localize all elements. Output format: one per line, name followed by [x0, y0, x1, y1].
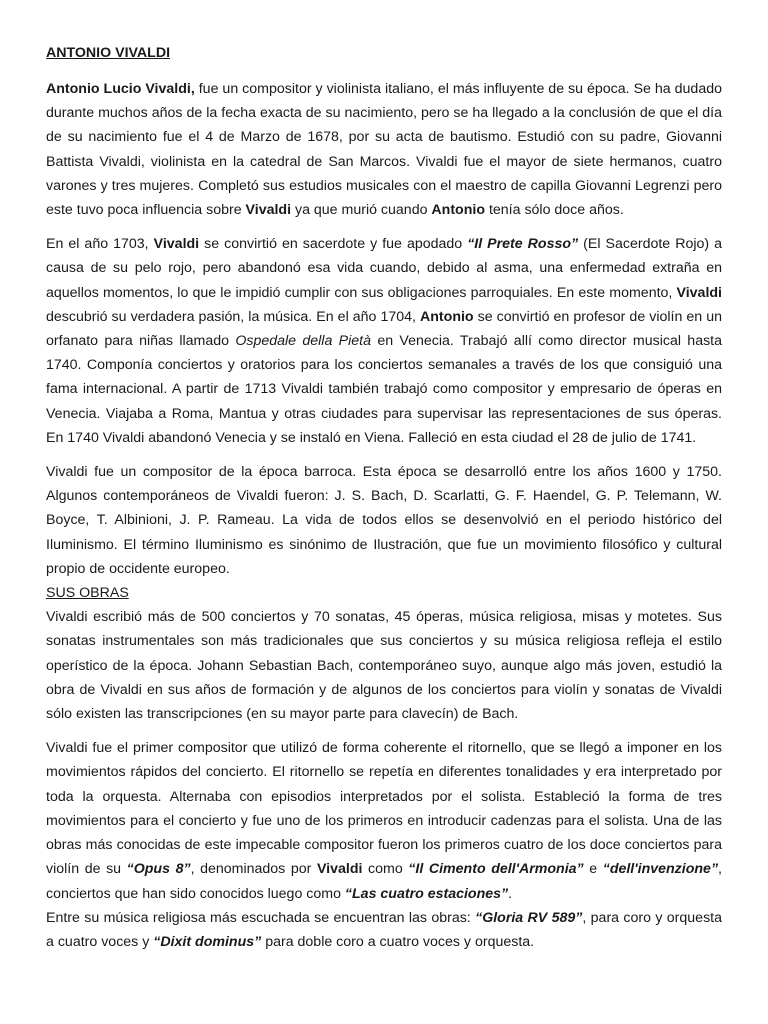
text-span: , conciertos que han sido conocidos luego como — [46, 861, 722, 902]
document-title: ANTONIO VIVALDI — [46, 45, 171, 61]
text-span: Vivaldi fue el primer compositor que utilizó de forma coherente el ritornello, que se llegó a imponer en los movimientos rápidos del concierto. El ritornello se repetía en diferentes tonalidades y era interpretado por toda la orquesta. Alternaba con episodios interpretados por el solista. Estableció la forma de tres movimientos para el concierto y fue uno de los primeros en introducir cadenzas para el solista. Una de las obras más conocidas de este impecable compositor fueron los primeros cuatro de los doce conciertos para violín de su — [46, 740, 722, 878]
work-title-gloria: “Gloria RV 589” — [475, 909, 583, 926]
bold-vivaldi: Vivaldi — [676, 284, 722, 301]
text-span: descubrió su verdadera pasión, la música. En el año 1704, — [46, 308, 421, 325]
document-page — [46, 41, 722, 954]
text-span: para doble coro a cuatro voces y orquesta. — [261, 933, 535, 950]
text-span: Entre su música religiosa más escuchada se encuentran las obras: — [46, 909, 476, 926]
text-span: , para coro y orquesta a cuatro voces y — [46, 909, 723, 950]
text-span: En el año 1703, — [46, 236, 154, 253]
paragraph-religious — [46, 906, 722, 954]
text-span: fue un compositor y violinista italiano, el más influyente de su época. Se ha dudado durante muchos años de la fecha exacta de su nacimiento, pero se ha llegado a la conclusión de que el día de su nacimiento fue el 4 de Marzo de 1678, por su acta de bautismo. Estudió con su padre, Giovanni Battista Vivaldi, violinista en la catedral de San Marcos. Vivaldi fue el mayor de siete hermanos, cuatro varones y tres mujeres. Completó sus estudios musicales con el maestro de capilla Giovanni Legrenzi pero este tuvo poca influencia sobre — [46, 81, 722, 219]
text-span: , denominados por — [190, 861, 317, 878]
bold-vivaldi: Vivaldi — [153, 236, 200, 253]
nickname-quote: “Il Prete Rosso” — [467, 236, 579, 253]
italic-ospedale: Ospedale della Pietà — [235, 333, 372, 350]
work-title-opus8: “Opus 8” — [126, 861, 191, 878]
work-title-cimento: “Il Cimento dell'Armonia” — [408, 861, 584, 878]
text-span: en Venecia. Trabajó allí como director musical hasta 1740. Componía conciertos y oratorios para los conciertos semanales a través de los que consiguió una fama internacional. A partir de 1713 Vivaldi también trabajó como compositor y empresario de óperas en Venecia. Viajaba a Roma, Mantua y otras ciudades para supervisar las representaciones de sus óperas. En 1740 Vivaldi abandonó Venecia y se instaló en Viena. Falleció en esta ciudad el 28 de julio de 1741. — [46, 333, 723, 446]
paragraph-baroque: Vivaldi fue un compositor de la época barroca. Esta época se desarrolló entre los años 1600 y 1750. Algunos contemporáneos de Vivaldi fueron: J. S. Bach, D. Scarlatti, G. F. Haendel, G. P. Telemann, W. Boyce, T. Albinioni, J. P. Rameau. La vida de todos ellos se desenvolvió en el periodo histórico del Iluminismo. El término Iluminismo es sinónimo de Ilustración, que fue un movimiento filosófico y cultural propio de occidente europeo. — [46, 464, 722, 577]
text-span: se convirtió en profesor de violín en un orfanato para niñas llamado — [46, 308, 723, 350]
bold-vivaldi: Vivaldi — [245, 202, 292, 219]
bold-vivaldi: Vivaldi — [316, 861, 363, 878]
work-title-seasons: “Las cuatro estaciones” — [344, 885, 509, 902]
paragraph-works: Vivaldi escribió más de 500 conciertos y 70 sonatas, 45 óperas, música religiosa, misas y motetes. Sus sonatas instrumentales son más tradicionales que sus conciertos y su música religiosa refleja el estilo operístico de la época. Johann Sebastian Bach, contemporáneo suyo, aunque algo más joven, estudió la obra de Vivaldi en sus años de formación y de algunos de los conciertos para violín y sonatas de Vivaldi sólo existen las transcripciones (en su mayor parte para clavecín) de Bach. — [46, 609, 722, 723]
section-subtitle: SUS OBRAS — [46, 585, 129, 602]
paragraph-priest — [46, 232, 722, 450]
text-span: (El Sacerdote Rojo) a causa de su pelo rojo, pero abandonó esa vida cuando, debido al asma, una enfermedad extraña en aquellos momentos, lo que le impidió cumplir con sus obligaciones parroquiales. En este momento, — [46, 236, 723, 301]
paragraph-biography — [46, 77, 722, 222]
text-span: . — [508, 885, 513, 902]
work-title-invenzione: “dell'invenzione” — [602, 861, 719, 878]
text-span: ya que murió cuando — [291, 202, 432, 219]
work-title-dixit: “Dixit dominus” — [153, 933, 262, 950]
text-span: e — [583, 861, 603, 878]
bold-name: Antonio Lucio Vivaldi, — [46, 81, 195, 97]
text-span: como — [362, 861, 409, 878]
paragraph-ritornello — [46, 736, 722, 905]
text-span: tenía sólo doce años. — [485, 202, 624, 219]
bold-antonio: Antonio — [420, 308, 474, 325]
text-span: se convirtió en sacerdote y fue apodado — [199, 236, 468, 253]
bold-antonio: Antonio — [431, 202, 485, 219]
